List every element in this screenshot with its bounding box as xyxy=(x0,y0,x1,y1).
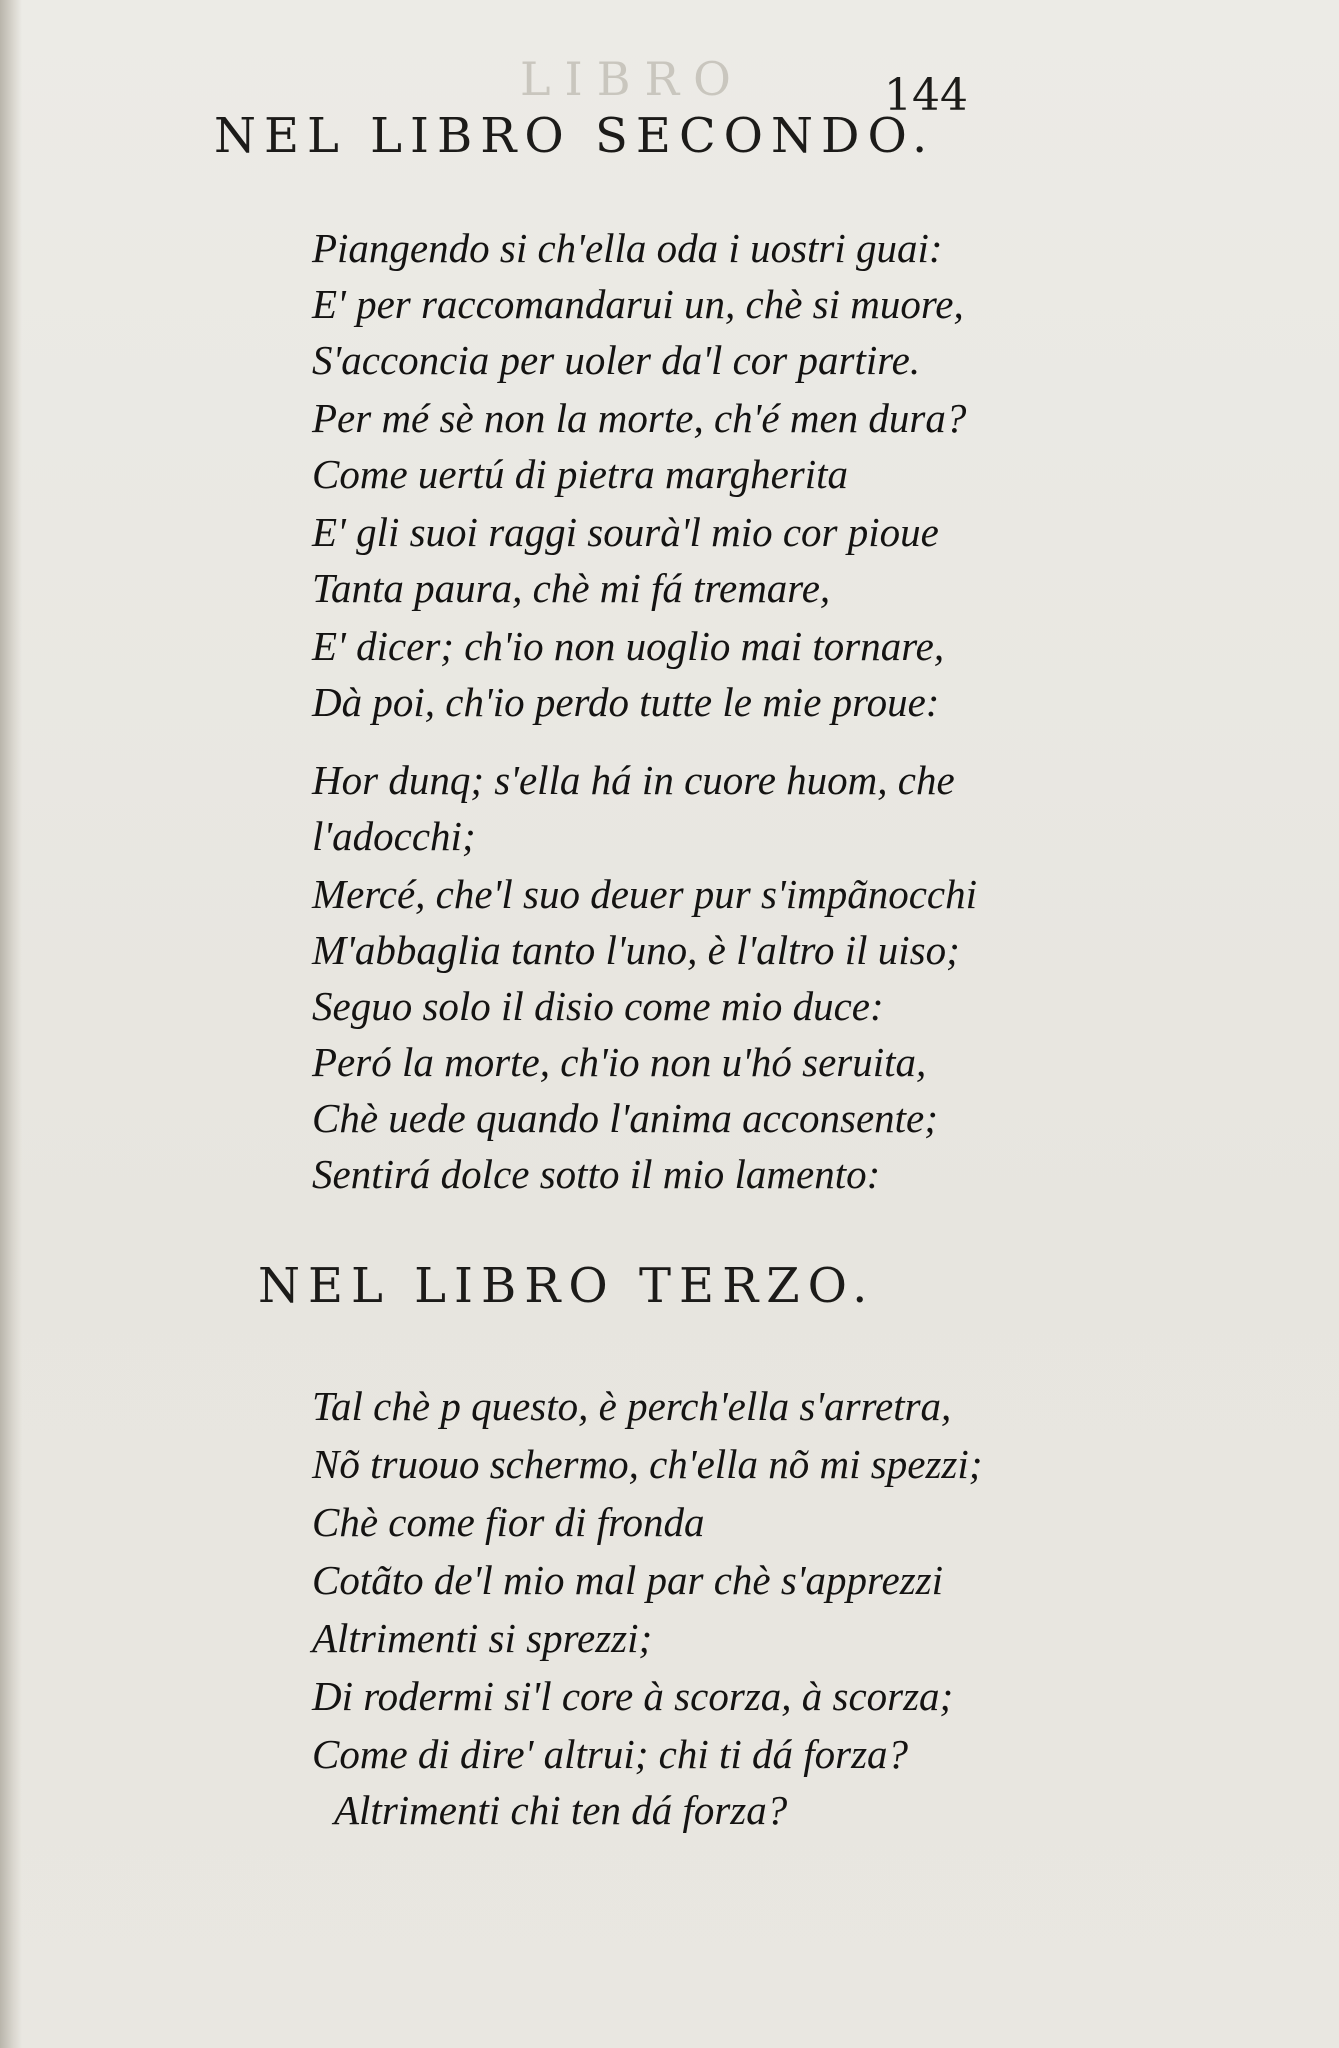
verse-text: Altrimenti chi ten dá forza? xyxy=(334,1787,788,1833)
verse-text: Seguo solo il disio come mio duce: xyxy=(312,983,884,1029)
verse-text: Cotãto de'l mio mal par chè s'apprezzi xyxy=(312,1557,943,1603)
verse-text: E' per raccomandarui un, chè si muore, xyxy=(312,281,964,327)
verse-text: Tal chè p questo, è perch'ella s'arretra, xyxy=(312,1383,952,1429)
verse-text: Piangendo si ch'ella oda i uostri guai: xyxy=(312,225,943,271)
verse-text: Come uertú di pietra margherita xyxy=(312,451,849,497)
verse-text: Chè uede quando l'anima acconsente; xyxy=(312,1095,938,1141)
verse-text: S'acconcia per uoler da'l cor partire. xyxy=(312,337,921,383)
verse-text: M'abbaglia tanto l'uno, è l'altro il uiso; xyxy=(312,927,960,973)
section-heading-libro-secondo: NEL LIBRO SECONDO. xyxy=(214,108,936,164)
section-heading-libro-terzo: NEL LIBRO TERZO. xyxy=(258,1258,876,1314)
verse-text: Sentirá dolce sotto il mio lamento: xyxy=(312,1151,881,1197)
verse-text: Di rodermi si'l core à scorza, à scorza; xyxy=(312,1673,954,1719)
verse-text: l'adocchi; xyxy=(312,813,476,859)
verse-text: Dà poi, ch'io perdo tutte le mie proue: xyxy=(312,679,940,725)
verse-text: Altrimenti si sprezzi; xyxy=(312,1615,653,1661)
page-number: 144 xyxy=(884,70,968,121)
verse-text: Peró la morte, ch'io non u'hó seruita, xyxy=(312,1039,927,1085)
page-gutter-shadow xyxy=(0,0,22,2048)
verse-text: Chè come fior di fronda xyxy=(312,1499,705,1545)
verse-text: Mercé, che'l suo deuer pur s'impãnocchi xyxy=(312,871,978,917)
verse-text: Tanta paura, chè mi fá tremare, xyxy=(312,565,831,611)
verse-text: E' gli suoi raggi sourà'l mio cor pioue xyxy=(312,509,939,555)
show-through-running-head: LIBRO xyxy=(520,52,745,106)
verse-text: Come di dire' altrui; chi ti dá forza? xyxy=(312,1731,909,1777)
verse-text: Per mé sè non la morte, ch'é men dura? xyxy=(312,395,967,441)
verse-text: Hor dunq; s'ella há in cuore huom, che xyxy=(312,757,955,803)
verse-text: E' dicer; ch'io non uoglio mai tornare, xyxy=(312,623,945,669)
verse-text: Nõ truouo schermo, ch'ella nõ mi spezzi; xyxy=(312,1441,983,1487)
